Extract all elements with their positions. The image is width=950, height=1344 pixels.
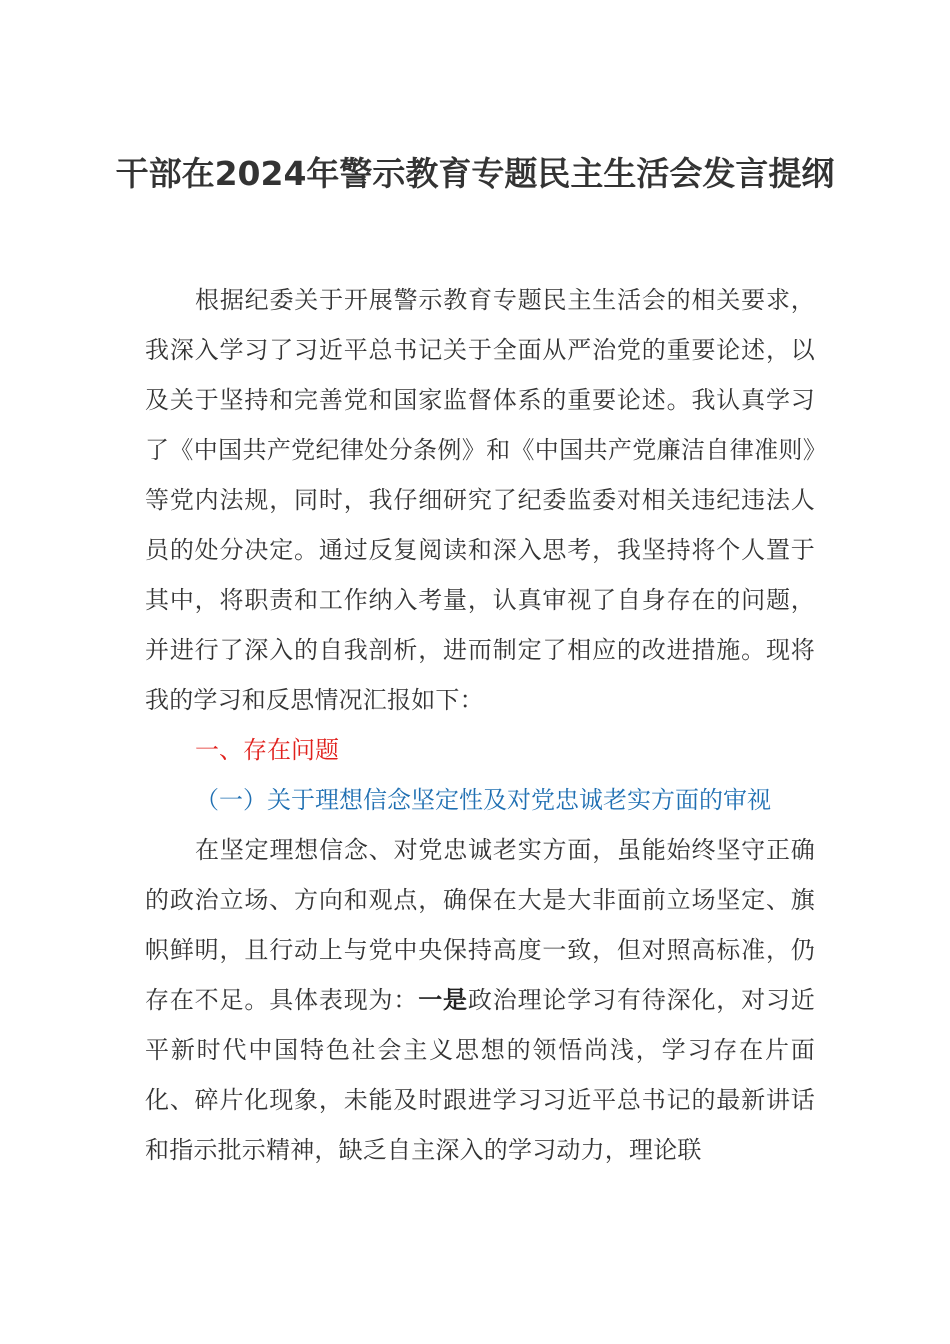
document-body <box>145 275 815 1175</box>
intro-paragraph: 根据纪委关于开展警示教育专题民主生活会的相关要求，我深入学习了习近平总书记关于全面从严治党的重要论述，以及关于坚持和完善党和国家监督体系的重要论述。我认真学习了《中国共产党纪律处分条例》和《中国共产党廉洁自律准则》等党内法规，同时，我仔细研究了纪委监委对相关违纪违法人员的处分决定。通过反复阅读和深入思考，我坚持将个人置于其中，将职责和工作纳入考量，认真审视了自身存在的问题，并进行了深入的自我剖析，进而制定了相应的改进措施。现将我的学习和反思情况汇报如下： <box>145 286 815 714</box>
subsection-text-part-b: 政治理论学习有待深化，对习近平新时代中国特色社会主义思想的领悟尚浅，学习存在片面化、碎片化现象，未能及时跟进学习习近平总书记的最新讲话和指示批示精神，缺乏自主深入的学习动力，理论联 <box>145 986 815 1164</box>
subsection-paragraph <box>145 825 815 1175</box>
section-heading-problems: 一、存在问题 <box>195 736 339 764</box>
emphasis-first-point: 一是 <box>418 986 468 1014</box>
subsection-text-part-a: 在坚定理想信念、对党忠诚老实方面，虽能始终坚守正确的政治立场、方向和观点，确保在大是大非面前立场坚定、旗帜鲜明，且行动上与党中央保持高度一致，但对照高标准，仍存在不足。具体表现为： <box>145 836 815 1014</box>
document-title: 干部在2024年警示教育专题民主生活会发言提纲 <box>115 154 835 193</box>
subsection-heading-ideals: （一）关于理想信念坚定性及对党忠诚老实方面的审视 <box>195 786 771 814</box>
